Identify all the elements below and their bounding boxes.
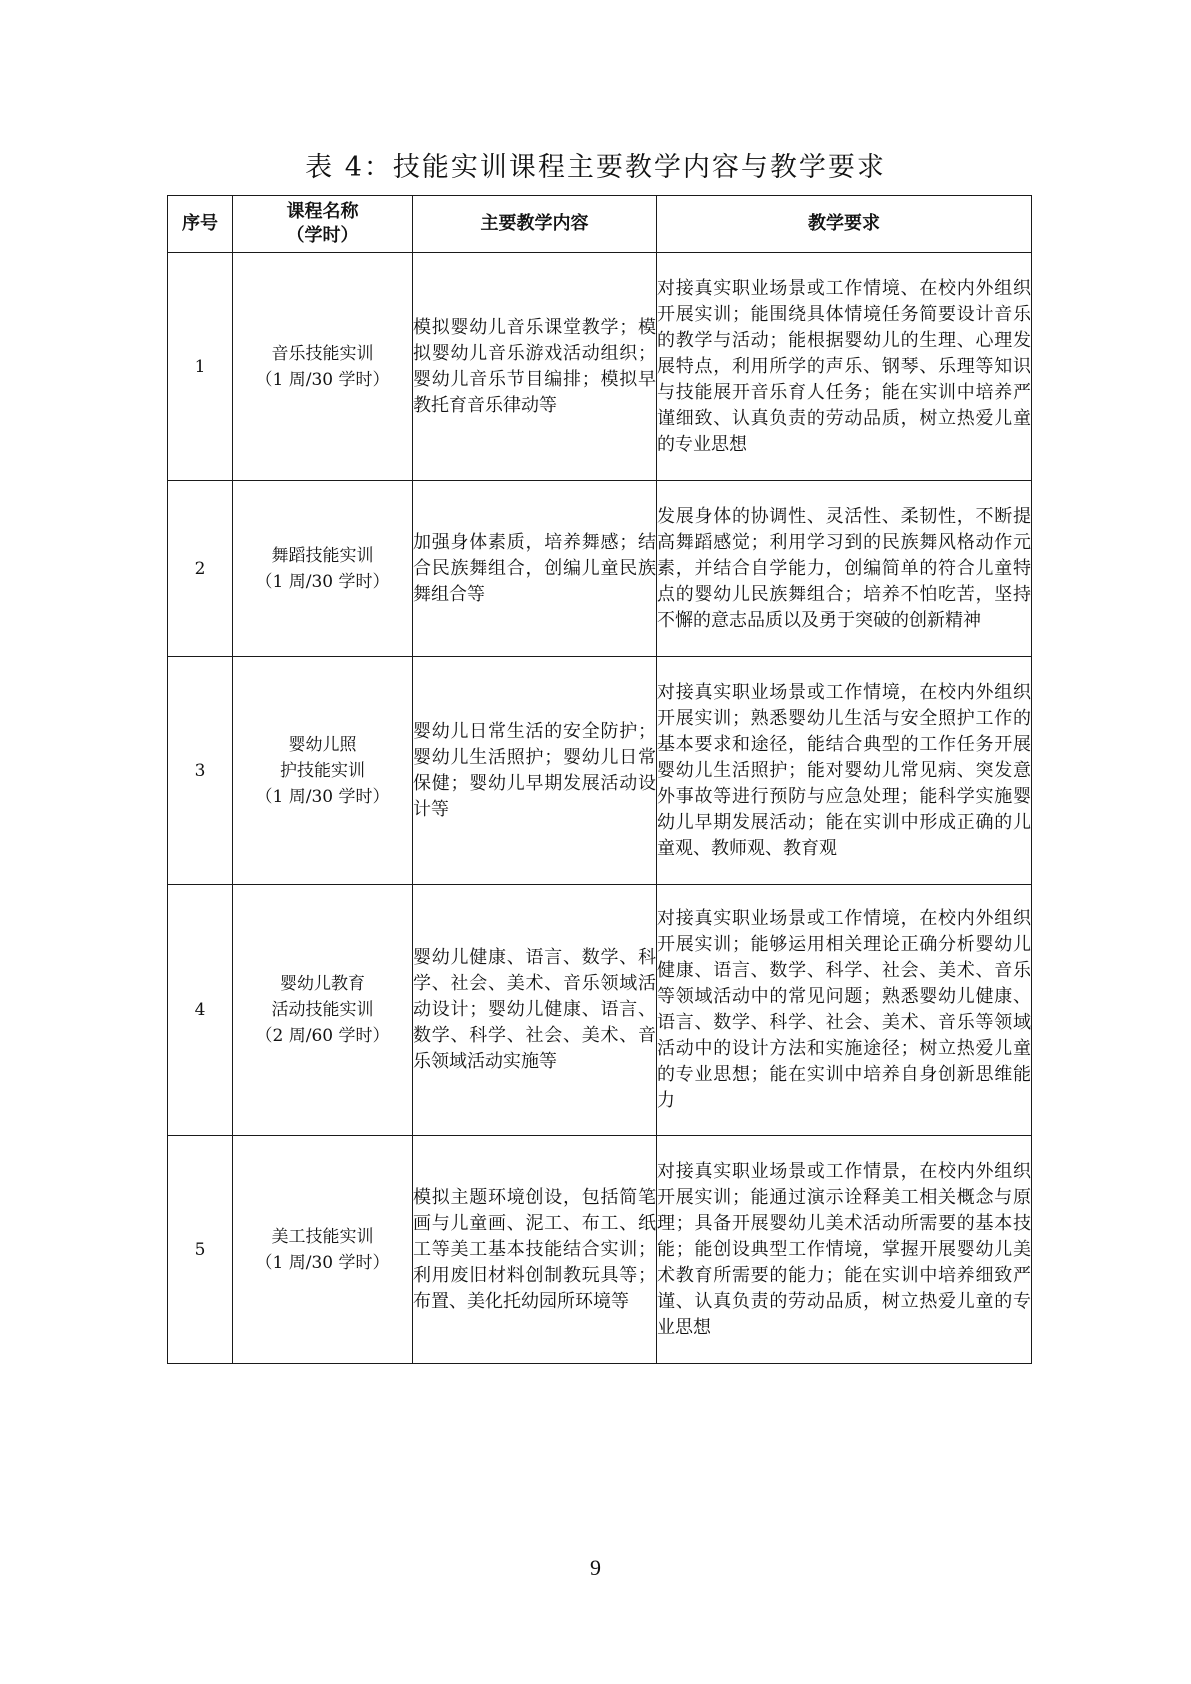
row-num: 4 [168,885,233,1136]
page-number: 9 [590,1555,601,1580]
row-content: 模拟主题环境创设，包括简笔画与儿童画、泥工、布工、纸工等美工基本技能结合实训；利用废旧材料创制教玩具等；布置、美化托幼园所环境等 [413,1136,657,1364]
table-row [168,885,1032,1136]
header-req: 教学要求 [657,196,1032,253]
header-name [233,196,413,253]
row-course-name [233,481,413,657]
course-name-line: （1 周/30 学时） [255,786,390,807]
row-requirement: 对接真实职业场景或工作情境，在校内外组织开展实训；能够运用相关理论正确分析婴幼儿健康、语言、数学、科学、社会、美术、音乐等领域活动中的常见问题；熟悉婴幼儿健康、语言、数学、科学、社会、美术、音乐等领域活动中的设计方法和实施途径；树立热爱儿童的专业思想；能在实训中培养自身创新思维能力 [657,885,1032,1136]
table-header-row [168,196,1032,253]
row-num: 5 [168,1136,233,1364]
row-requirement: 发展身体的协调性、灵活性、柔韧性，不断提高舞蹈感觉；利用学习到的民族舞风格动作元素，并结合自学能力，创编简单的符合儿童特点的婴幼儿民族舞组合；培养不怕吃苦，坚持不懈的意志品质以及勇于突破的创新精神 [657,481,1032,657]
header-name-line2: （学时） [286,225,359,246]
course-name-line: （1 周/30 学时） [255,571,390,592]
table-row [168,1136,1032,1364]
table-caption: 表 4：技能实训课程主要教学内容与教学要求 [305,152,886,183]
row-requirement: 对接真实职业场景或工作情境、在校内外组织开展实训；能围绕具体情境任务简要设计音乐的教学与活动；能根据婴幼儿的生理、心理发展特点，利用所学的声乐、钢琴、乐理等知识与技能展开音乐育人任务；能在实训中培养严谨细致、认真负责的劳动品质，树立热爱儿童的专业思想 [657,253,1032,481]
row-content: 模拟婴幼儿音乐课堂教学；模拟婴幼儿音乐游戏活动组织；婴幼儿音乐节目编排；模拟早教托育音乐律动等 [413,253,657,481]
row-course-name [233,253,413,481]
course-name-line: （2 周/60 学时） [255,1026,390,1046]
header-content: 主要教学内容 [413,196,657,253]
course-name-line: 活动技能实训 [271,1000,374,1020]
row-num: 1 [168,253,233,481]
header-name-line1: 课程名称 [286,201,359,222]
course-name-line: 美工技能实训 [271,1226,374,1247]
table-row [168,481,1032,657]
course-name-line: 护技能实训 [280,760,365,781]
row-course-name [233,1136,413,1364]
course-name-line: 舞蹈技能实训 [271,545,374,566]
row-course-name [233,657,413,885]
row-requirement: 对接真实职业场景或工作情景，在校内外组织开展实训；能通过演示诠释美工相关概念与原理；具备开展婴幼儿美术活动所需要的基本技能；能创设典型工作情境，掌握开展婴幼儿美术教育所需要的能力；能在实训中培养细致严谨、认真负责的劳动品质，树立热爱儿童的专业思想 [657,1136,1032,1364]
row-num: 2 [168,481,233,657]
table-row [168,657,1032,885]
header-num: 序号 [168,196,233,253]
row-content: 婴幼儿健康、语言、数学、科学、社会、美术、音乐领域活动设计；婴幼儿健康、语言、数学、科学、社会、美术、音乐领域活动实施等 [413,885,657,1136]
row-content: 婴幼儿日常生活的安全防护；婴幼儿生活照护；婴幼儿日常保健；婴幼儿早期发展活动设计等 [413,657,657,885]
course-name-line: （1 周/30 学时） [255,1252,390,1273]
row-course-name [233,885,413,1136]
row-num: 3 [168,657,233,885]
course-name-line: 音乐技能实训 [271,343,374,364]
row-requirement: 对接真实职业场景或工作情境，在校内外组织开展实训；熟悉婴幼儿生活与安全照护工作的基本要求和途径，能结合典型的工作任务开展婴幼儿生活照护；能对婴幼儿常见病、突发意外事故等进行预防与应急处理；能科学实施婴幼儿早期发展活动；能在实训中形成正确的儿童观、教师观、教育观 [657,657,1032,885]
row-content: 加强身体素质，培养舞感；结合民族舞组合，创编儿童民族舞组合等 [413,481,657,657]
course-name-line: 婴幼儿教育 [280,974,365,994]
table-row [168,253,1032,481]
course-table [167,195,1032,1364]
course-name-line: 婴幼儿照 [288,734,357,755]
course-name-line: （1 周/30 学时） [255,369,390,390]
